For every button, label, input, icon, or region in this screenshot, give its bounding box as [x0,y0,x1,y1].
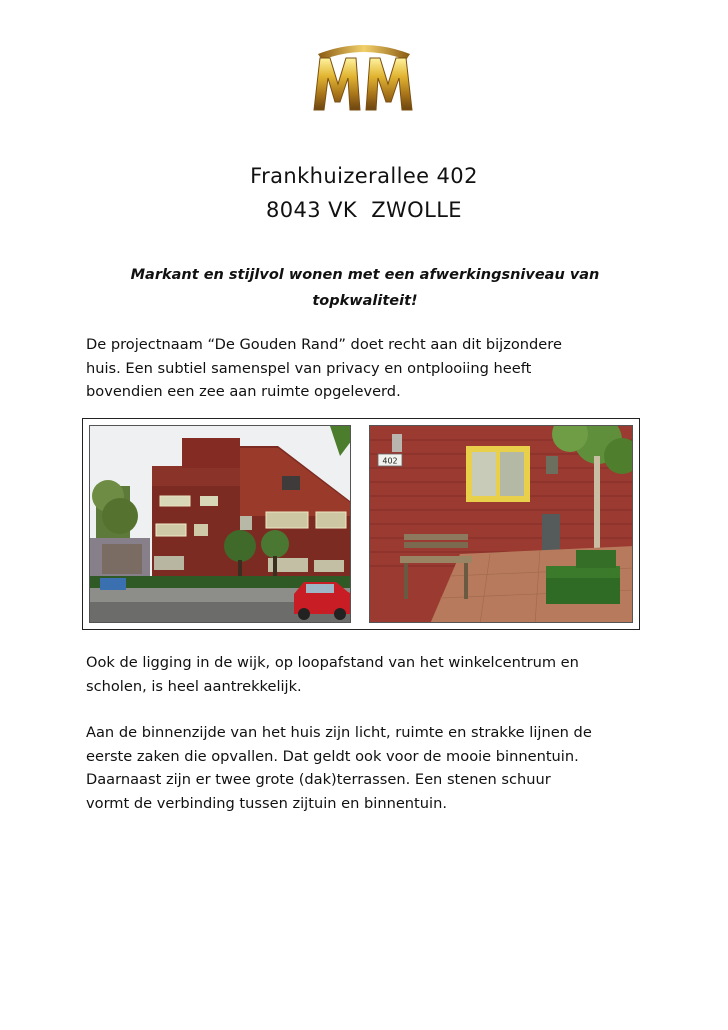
address-postcode-city: 8043 VK ZWOLLE [266,198,462,222]
location-line: Ook de ligging in de wijk, op loopafstand van het winkelcentrum en [86,654,579,671]
house-number-sign: 402 [382,456,398,466]
intro-line: De projectnaam “De Gouden Rand” doet recht aan dit bijzondere [86,336,562,353]
location-line: scholen, is heel aantrekkelijk. [86,677,302,695]
address-street: Frankhuizerallee 402 [250,164,478,188]
intro-line: bovendien een zee aan ruimte opgeleverd. [86,383,401,400]
photo-frame [82,418,640,630]
interior-paragraph [86,721,666,815]
interior-line: eerste zaken die opvallen. Dat geldt ook voor de mooie binnentuin. [86,747,579,765]
intro-paragraph [86,333,666,404]
garden-bench-photo [369,425,633,623]
house-exterior-photo [89,425,351,623]
mm-gold-logo-icon [308,40,420,112]
location-paragraph [86,651,666,698]
interior-line: vormt de verbinding tussen zijtuin en binnentuin. [86,794,447,812]
interior-line: Aan de binnenzijde van het huis zijn licht, ruimte en strakke lijnen de [86,724,592,741]
intro-line: huis. Een subtiel samenspel van privacy en ontplooiing heeft [86,359,532,377]
tagline: Markant en stijlvol wonen met een afwerkingsniveau van topkwaliteit! [130,267,600,309]
interior-line: Daarnaast zijn er twee grote (dak)terrassen. Een stenen schuur [86,771,551,788]
